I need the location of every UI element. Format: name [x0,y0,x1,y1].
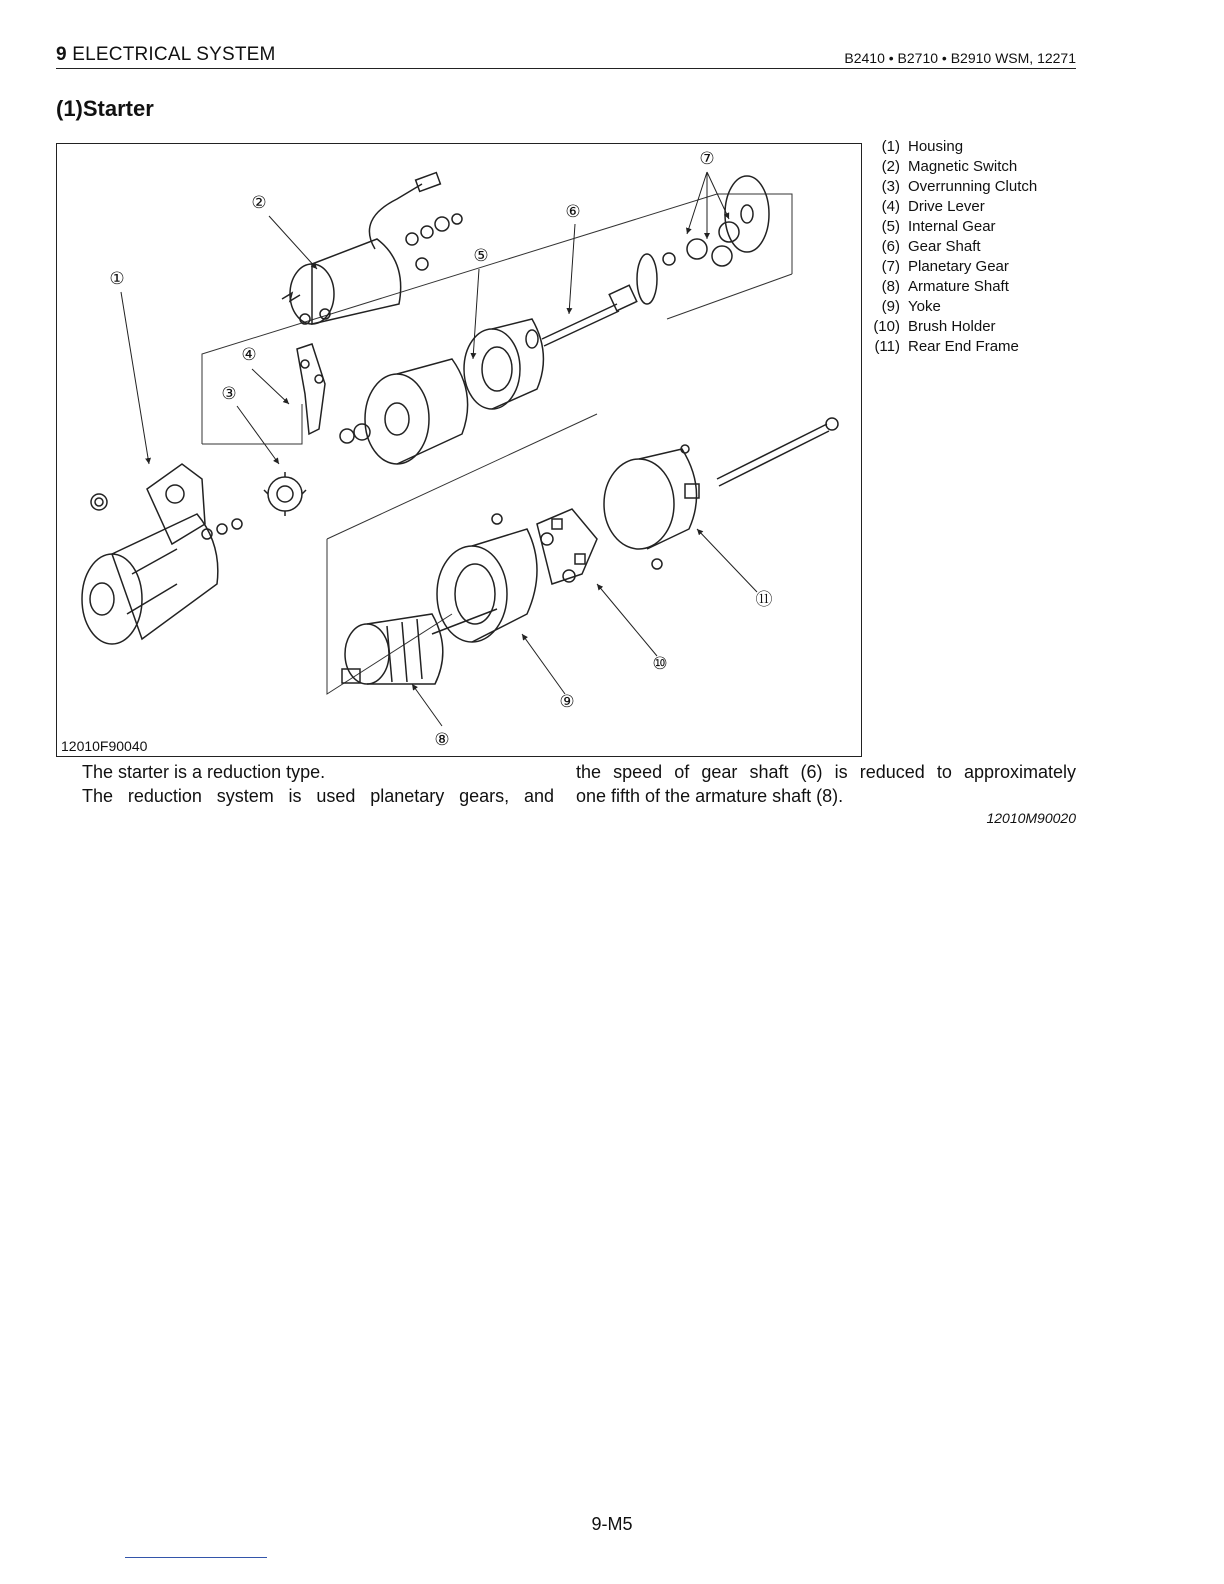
legend-label: Armature Shaft [908,278,1009,295]
legend-item [868,277,1037,297]
legend-label: Housing [908,138,964,155]
legend-num: (3) [881,178,900,195]
callout-11: ⑪ [755,590,773,609]
description-line: The starter is a reduction type. [82,762,326,782]
section-title: (1)Starter [56,96,154,121]
figure-id: 12010F90040 [61,738,151,754]
callout-2: ② [251,193,267,212]
legend-label: Planetary Gear [908,258,1009,275]
legend-item [868,317,1037,337]
legend-num: (11) [874,338,900,355]
callout-5: ⑤ [473,246,489,265]
internal-gear-part [464,319,543,409]
callout-3: ③ [221,384,237,403]
drive-lever-part [297,344,325,434]
rear-end-frame-part [604,418,838,569]
diagram-drawing [57,144,863,758]
leader-10 [597,584,657,656]
legend-item [868,177,1037,197]
overrunning-clutch-part [202,472,306,539]
description-line: The reduction system is used planetary gears, and [82,786,554,806]
leader-1 [121,292,149,464]
legend-item [868,337,1037,357]
description-right-column [576,760,1076,808]
leader-2 [269,216,317,269]
leader-3 [237,406,279,464]
gear-shaft-part [526,254,657,348]
legend-num: (5) [881,218,900,235]
legend-num: (7) [881,258,900,275]
model-reference: B2410 • B2710 • B2910 WSM, 12271 [844,50,1076,66]
leader-6 [569,224,575,314]
legend-num: (6) [881,238,900,255]
description-line: the speed of gear shaft (6) is reduced to approximately [576,762,1076,782]
legend-item [868,237,1037,257]
legend-label: Magnetic Switch [908,158,1018,175]
armature-part [342,609,497,684]
legend-label: Internal Gear [908,218,996,235]
legend-item [868,217,1037,237]
brush-holder-part [537,509,597,584]
callout-8: ⑧ [434,730,450,749]
footer-link-rule [125,1557,267,1558]
legend-num: (10) [873,318,900,335]
gear-ring-part [340,359,468,464]
legend-label: Brush Holder [908,318,996,335]
leader-4 [252,369,289,404]
callout-10: ⑩ [652,654,668,673]
housing-part [82,464,218,644]
legend-num: (8) [881,278,900,295]
legend-item [868,297,1037,317]
parts-legend [868,137,1037,357]
starter-exploded-diagram [56,143,862,757]
header-rule [56,68,1076,69]
planetary-gear-part [663,176,769,266]
description-left-column [82,760,554,808]
legend-label: Gear Shaft [908,238,981,255]
legend-item [868,137,1037,157]
leader-7a [687,172,707,234]
chapter-number: 9 [56,44,67,65]
callout-6: ⑥ [565,202,581,221]
callout-1: ① [109,269,125,288]
legend-num: (4) [881,198,900,215]
callout-9: ⑨ [559,692,575,711]
callout-7: ⑦ [699,149,715,168]
chapter-title: ELECTRICAL SYSTEM [72,44,276,65]
leader-11 [697,529,757,592]
leader-5 [473,269,479,359]
legend-num: (1) [881,138,900,155]
legend-label: Overrunning Clutch [908,178,1038,195]
legend-label: Drive Lever [908,198,985,215]
legend-label: Yoke [908,298,941,315]
legend-label: Rear End Frame [908,338,1019,355]
leader-8 [412,684,442,726]
description-line: one fifth of the armature shaft (8). [576,786,844,806]
reference-code: 12010M90020 [986,810,1076,826]
yoke-part [437,514,537,642]
legend-item [868,257,1037,277]
legend-item [868,157,1037,177]
leader-9 [522,634,565,694]
legend-num: (9) [881,298,900,315]
chapter-header [56,44,276,66]
legend-num: (2) [881,158,900,175]
legend-item [868,197,1037,217]
page-number: 9-M5 [591,1514,633,1534]
callout-4: ④ [241,345,257,364]
leader-7c [707,172,729,219]
